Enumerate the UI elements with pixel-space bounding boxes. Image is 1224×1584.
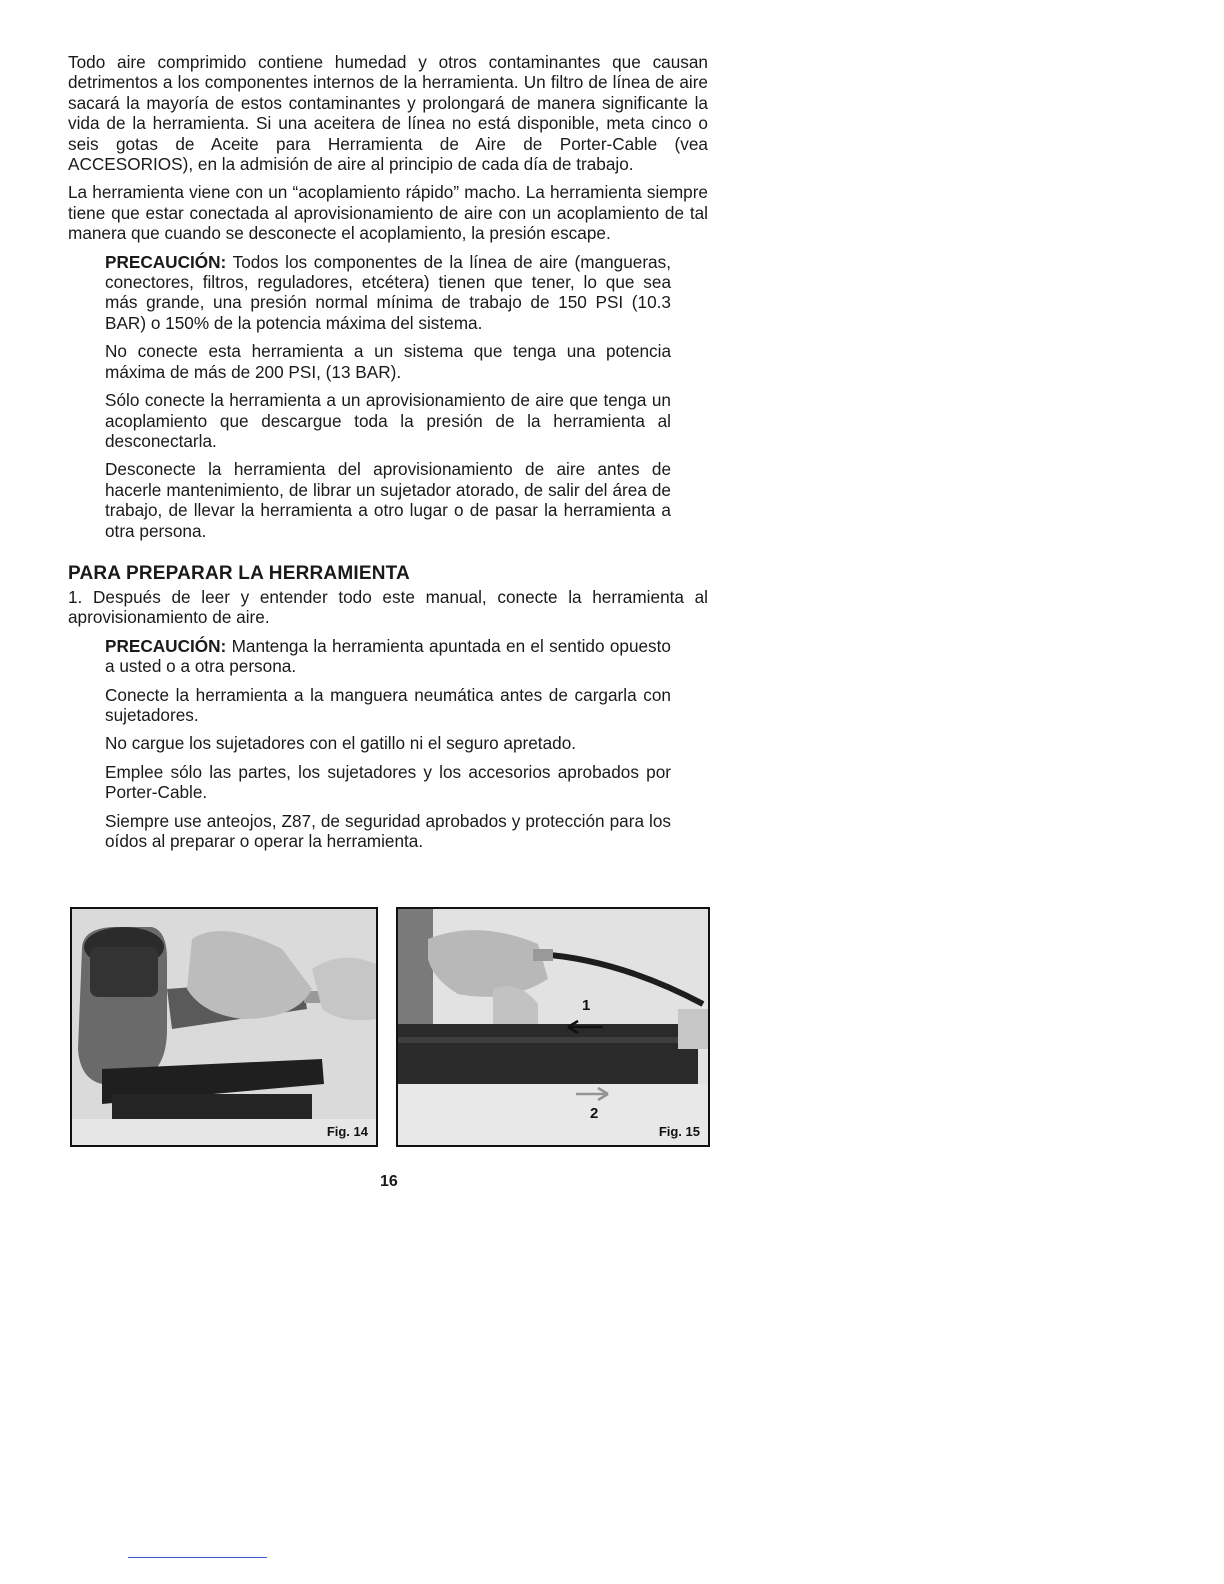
step-number: 1.: [68, 586, 83, 607]
figure-15: [396, 907, 710, 1147]
caution-item: Emplee sólo las partes, los sujetadores y los accesorios aprobados por Porter-Cable.: [105, 761, 671, 803]
caution-item: No cargue los sujetadores con el gatillo ni el seguro apretado.: [105, 733, 577, 754]
callout-1: 1: [582, 997, 591, 1014]
caution-block-prepare: [105, 636, 671, 852]
caution-paragraph: [105, 636, 671, 677]
caution-label: PRECAUCIÓN:: [105, 251, 227, 272]
caution-item: Siempre use anteojos, Z87, de seguridad aprobados y protección para los oídos al preparar o operar la herramienta.: [105, 810, 671, 851]
caution-block-air-line: [105, 252, 671, 541]
section-heading: PARA PREPARAR LA HERRAMIENTA: [68, 562, 410, 584]
caution-text: Todos los componentes de la línea de aire (mangueras, conectores, filtros, reguladores, etcétera) tienen que tener, lo que sea más grande, una presión normal mínima de trabajo de 150 PSI (10.3 BAR) o 150% de la potencia máxima del sistema.: [105, 251, 671, 333]
loading-magazine-illustration: [398, 909, 708, 1145]
figure-label: Fig. 14: [326, 1124, 368, 1139]
caution-item: Sólo conecte la herramienta a un aprovisionamiento de aire que tenga un acoplamiento que descargue toda la presión de la herramienta al desconectarla.: [105, 390, 671, 451]
paragraph-air-moisture: Todo aire comprimido contiene humedad y otros contaminantes que causan detrimentos a los componentes internos de la herramienta. Un filtro de línea de aire sacará la mayoría de estos contaminantes y prolongará de manera significante la vida de la herramienta. Si una aceitera de línea no está disponible, meta cinco o seis gotas de Aceite para Herramienta de Aire de Porter-Cable (vea ACCESORIOS), en la admisión de aire al principio de cada día de trabajo.: [68, 52, 708, 175]
caution-item: Desconecte la herramienta del aprovisionamiento de aire antes de hacerle mantenimiento, de librar un sujetador atorado, de salir del área de trabajo, de llevar la herramienta a otro lugar o de pasar la herramienta a otra persona.: [105, 459, 671, 541]
caution-label: PRECAUCIÓN:: [105, 635, 227, 656]
step-text: Después de leer y entender todo este manual, conecte la herramienta al aprovisionamiento de aire.: [68, 586, 708, 628]
paragraph-quick-coupling: La herramienta viene con un “acoplamiento rápido” macho. La herramienta siempre tiene que estar conectada al aprovisionamiento de aire con un acoplamiento de tal manera que cuando se desconecte el acoplamiento, la presión escape.: [68, 182, 708, 244]
step-1: [68, 587, 708, 628]
callout-2: 2: [590, 1105, 599, 1122]
figure-label: Fig. 15: [658, 1124, 700, 1139]
caution-paragraph: [105, 252, 671, 334]
caution-item: Conecte la herramienta a la manguera neumática antes de cargarla con sujetadores.: [105, 684, 671, 725]
figures-row: [70, 907, 712, 1145]
nailer-with-coupling-illustration: [72, 909, 376, 1145]
figure-14: [70, 907, 378, 1147]
caution-item: No conecte esta herramienta a un sistema que tenga una potencia máxima de más de 200 PSI, (13 BAR).: [105, 341, 671, 382]
page-number: 16: [380, 1173, 398, 1190]
caution-text: Mantenga la herramienta apuntada en el sentido opuesto a usted o a otra persona.: [105, 635, 671, 677]
text-column: [68, 52, 708, 859]
footer-rule: [128, 1557, 267, 1558]
